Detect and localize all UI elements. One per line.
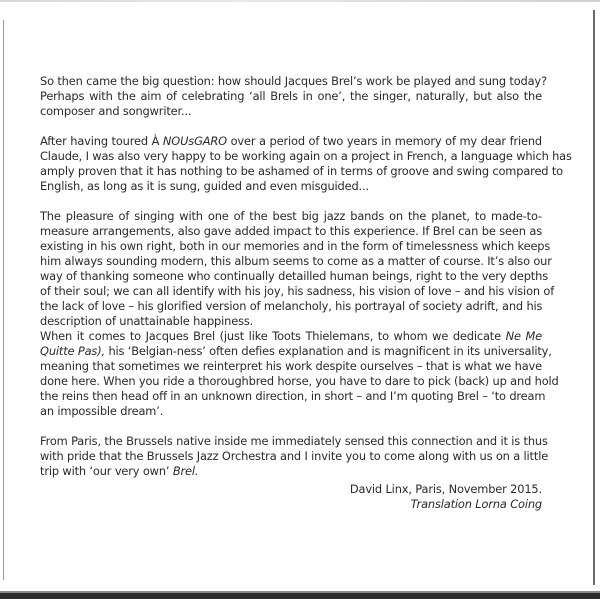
text-segment: meaning that sometimes we reinterpret his work despite ourselves – that is what we have [40, 359, 542, 373]
text-segment: amply proven that it has nothing to be ashamed of in terms of groove and swing compared to [40, 164, 563, 178]
italic-text: Ne Me [505, 329, 542, 343]
text-segment: an impossible dream’. [40, 404, 164, 418]
text-line [40, 299, 542, 314]
text-line [40, 134, 542, 149]
text-segment: existing in his own right, both in our memories and in the form of timelessness which keeps [40, 239, 551, 253]
scan-edge-left [3, 20, 4, 580]
text-segment: of their soul; we can all identify with his joy, his sadness, his vision of love – and his vision of [40, 284, 555, 298]
text-line [40, 164, 563, 179]
text-segment: The pleasure of singing with one of the best big jazz bands on the planet, to made-to- [40, 209, 542, 223]
text-line [40, 404, 542, 419]
text-line [40, 224, 542, 239]
text-line [40, 314, 542, 329]
text-line [40, 344, 552, 359]
italic-text: Quitte Pas), [40, 344, 105, 358]
text-segment: over a period of two years in memory of my dear friend [226, 134, 542, 148]
italic-text: Brel. [172, 464, 199, 478]
text-line [40, 374, 559, 389]
text-line [40, 179, 542, 194]
text-segment: trip with ‘our very own’ [40, 464, 173, 478]
text-line [40, 104, 542, 119]
text-line [40, 434, 548, 449]
text-segment: him always sounding modern, this album seems to come as a matter of course. It’s also our [40, 254, 552, 268]
text-segment: his ‘Belgian-ness’ often defies explanation and is magnificent in its universality, [104, 344, 552, 358]
signature-author: David Linx, Paris, November 2015. [349, 482, 542, 496]
text-segment: composer and songwriter... [40, 104, 192, 118]
signature-translation: Translation Lorna Coing [410, 497, 542, 511]
text-line [40, 359, 542, 374]
text-segment: with pride that the Brussels Jazz Orchestra and I invite you to come along with us on a little [40, 449, 549, 463]
text-segment: From Paris, the Brussels native inside me immediately sensed this connection and it is thus [40, 434, 548, 448]
text-segment: the reins then head off in an unknown direction, in short – and I’m quoting Brel – ‘to dream [40, 389, 546, 403]
scan-edge-bottom [0, 593, 600, 599]
text-segment: Claude, I was also very happy to be working again on a project in French, a language which has [40, 149, 572, 163]
text-line [40, 269, 548, 284]
text-line [40, 284, 555, 299]
text-segment: way of thanking someone who continually detailled human beings, right to the very depths [40, 269, 548, 283]
text-segment: English, as long as it is sung, guided and even misguided... [40, 179, 369, 193]
text-line [40, 254, 552, 269]
text-line [40, 329, 542, 344]
text-line [40, 74, 547, 89]
text-line [40, 89, 542, 104]
text-line [40, 239, 551, 254]
text-line [40, 209, 542, 224]
text-line [40, 149, 572, 164]
text-segment: description of unattainable happiness. [40, 314, 254, 328]
italic-text: NOUsGARO [162, 134, 227, 148]
text-segment: done here. When you ride a thoroughbred horse, you have to dare to pick (back) up and hold [40, 374, 559, 388]
text-line [40, 449, 549, 464]
text-segment: measure arrangements, also gave added impact to this experience. If Brel can be seen as [40, 224, 542, 238]
text-segment: Perhaps with the aim of celebrating ‘all Brels in one’, the singer, naturally, but also the [40, 89, 542, 103]
text-line [40, 389, 546, 404]
text-segment: the lack of love – his glorified version of melancholy, his portrayal of society adrift, and his [40, 299, 543, 313]
text-line [40, 464, 542, 479]
scan-edge-top [0, 0, 600, 2]
text-segment: So then came the big question: how should Jacques Brel’s work be played and sung today? [40, 74, 547, 88]
scan-margin-right [595, 10, 600, 599]
text-segment: When it comes to Jacques Brel (just like Toots Thielemans, to whom we dedicate [40, 329, 506, 343]
text-segment: After having toured À [40, 134, 163, 148]
